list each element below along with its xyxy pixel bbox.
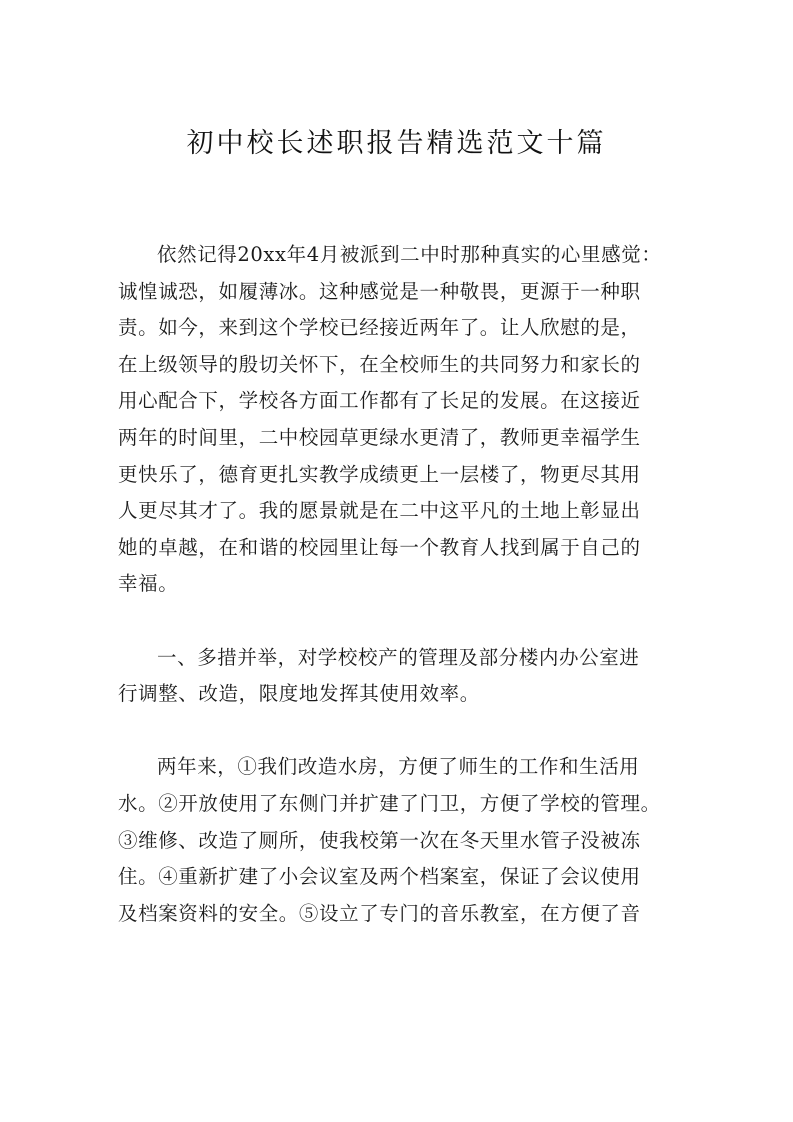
text-line: 幸福。	[118, 572, 179, 596]
text-line: 用心配合下，学校各方面工作都有了长足的发展。在这接近	[118, 389, 641, 413]
text-line: 更快乐了，德育更扎实教学成绩更上一层楼了，物更尽其用	[118, 462, 641, 486]
text-line: 两年的时间里，二中校园草更绿水更清了，教师更幸福学生	[118, 425, 641, 449]
text-line: 行调整、改造，限度地发挥其使用效率。	[118, 682, 480, 706]
text-line: 诚惶诚恐，如履薄冰。这种感觉是一种敬畏，更源于一种职	[118, 279, 641, 303]
text-line: 她的卓越，在和谐的校园里让每一个教育人找到属于自己的	[118, 535, 641, 559]
text-line: 人更尽其才了。我的愿景就是在二中这平凡的土地上彰显出	[118, 499, 641, 523]
text-line: 在上级领导的殷切关怀下，在全校师生的共同努力和家长的	[118, 352, 641, 376]
text-line: 一、多措并举，对学校校产的管理及部分楼内办公室进	[157, 645, 640, 669]
document-body	[118, 237, 678, 932]
text-line: ③维修、改造了厕所，使我校第一次在冬天里水管子没被冻	[118, 828, 641, 852]
document-title: 初中校长述职报告精选范文十篇	[186, 128, 607, 159]
paragraph-spacer	[118, 603, 678, 640]
text-line: 水。②开放使用了东侧门并扩建了门卫，方便了学校的管理。	[118, 791, 661, 815]
text-line: 依然记得20xx年4月被派到二中时那种真实的心里感觉：	[157, 243, 662, 266]
paragraph-intro	[118, 237, 678, 603]
text-line: 责。如今，来到这个学校已经接近两年了。让人欣慰的是，	[118, 316, 641, 340]
section-heading-1	[118, 640, 678, 713]
paragraph-section-1-body	[118, 749, 678, 932]
text-line: 住。④重新扩建了小会议室及两个档案室，保证了会议使用	[118, 865, 641, 889]
text-line: 及档案资料的安全。⑤设立了专门的音乐教室，在方便了音	[118, 901, 641, 925]
text-line: 两年来，①我们改造水房，方便了师生的工作和生活用	[157, 755, 640, 779]
paragraph-spacer	[118, 713, 678, 750]
